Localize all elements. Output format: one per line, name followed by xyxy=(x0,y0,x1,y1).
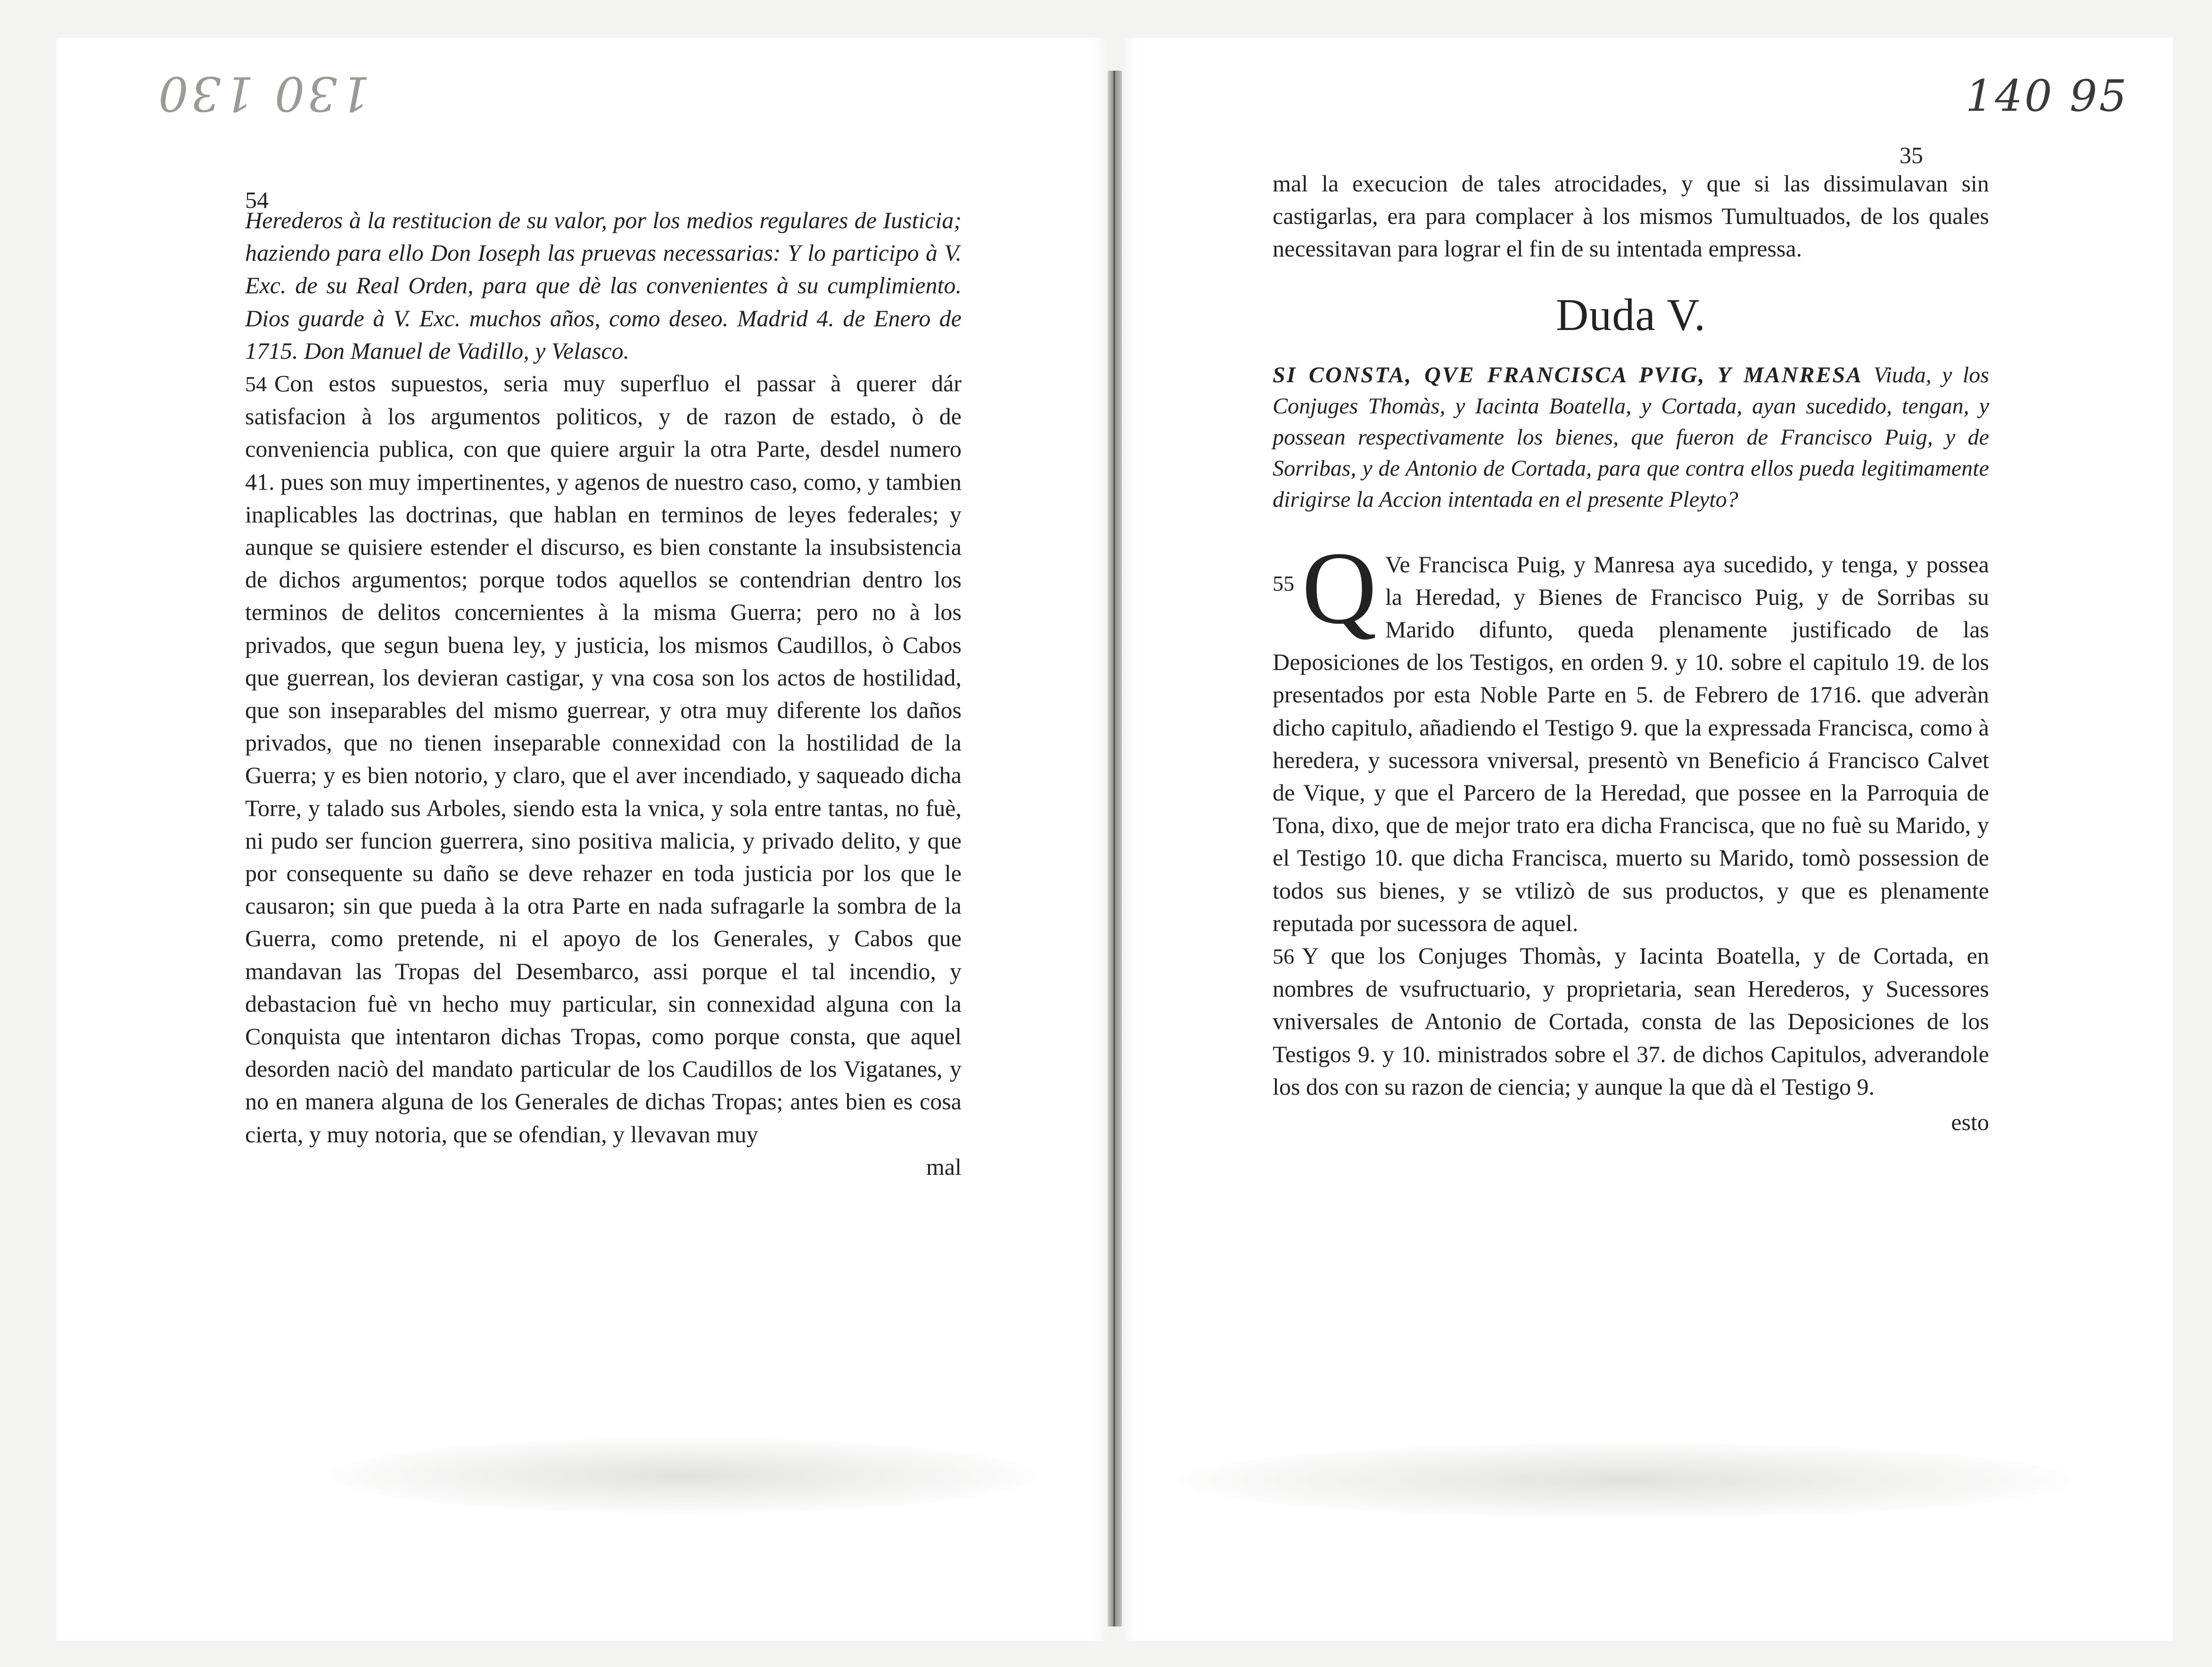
paragraph-55 xyxy=(1273,530,1989,940)
handwritten-folio-left: 130 130 xyxy=(156,66,370,121)
left-text-column xyxy=(245,186,962,1183)
section-heading: Duda V. xyxy=(1555,289,1706,340)
question-rest: Viuda, y los Conjuges Thomàs, y Iacinta Boatella, y Cortada, ayan sucedido, tengan, y possean respectivamente los bienes, que fueron de Francisco Puig, y de Sorribas, y de Antonio de Cortada, para que contra ellos pueda legitimamente dirigirse la Accion intentada en el presente Pleyto? xyxy=(1273,362,1990,512)
paragraph-56-text: Y que los Conjuges Thomàs, y Iacinta Boatella, y de Cortada, en nombres de vsufructuario, y proprietaria, sean Herederos, y Sucessores vniversales de Antonio de Cortada, consta de las Deposiciones de los Testigos 9. y 10. ministrados sobre el 37. de dichos Capitulos, adverandole los dos con su razon de ciencia; y aunque la que dà el Testigo 9. xyxy=(1273,942,1989,1100)
question-caps: SI CONSTA, QVE FRANCISCA PVIG, Y MANRESA xyxy=(1273,362,1863,388)
drop-cap-letter: Q xyxy=(1302,530,1377,645)
page-stain-left xyxy=(330,1438,1037,1513)
paragraph-55-text: Ve Francisca Puig, y Manresa aya sucedido, y tenga, y possea la Heredad, y Bienes de Francisco Puig, y de Sorribas su Marido difunto, queda plenamente justificado de las Deposiciones de los Testigos, en orden 9. y 10. sobre el capitulo 19. de los presentados por esta Noble Parte en 5. de Febrero de 1716. que adveràn dicho capitulo, añadiendo el Testigo 9. que la expressada Francisca, como à heredera, y sucessora vniversal, presentò vn Beneficio á Francisco Calvet de Vique, y que el Parcero de la Heredad, que possee en la Parroquia de Tona, dixo, que de mejor trato era dicha Francisca, que no fuè su Marido, y el Testigo 10. que dicha Francisca, muerto su Marido, tomò possession de todos sus bienes, y se vtilizò de sus productos, y que es plenamente reputada por sucessora de aquel. xyxy=(1273,551,1989,936)
paragraph-54 xyxy=(245,367,962,1151)
page-number-left: 54 xyxy=(245,187,269,213)
continued-text: mal la execucion de tales atrocidades, y que si las dissimulavan sin castigarlas, era para complacer à los mismos Tumultuados, de los quales necessitavan para lograr el fin de su intentada empressa. xyxy=(1273,170,1989,262)
page-number-right: 35 xyxy=(1900,142,1923,168)
catchword-left: mal xyxy=(926,1153,962,1180)
royal-letter-text: Herederos à la restitucion de su valor, por los medios regulares de Iusticia; haziendo para ello Don Ioseph las pruevas necessarias: Y lo participo à V. Exc. de su Real Orden, para que dè las convenientes à su cumplimiento. Dios guarde à V. Exc. muchos años, como deseo. Madrid 4. de Enero de 1715. Don Manuel de Vadillo, y Velasco. xyxy=(245,207,962,364)
page-stain-right xyxy=(1178,1443,2074,1518)
gutter-fold-line xyxy=(1113,71,1115,1626)
question-text xyxy=(1273,360,1989,515)
paragraph-number-55: 55 xyxy=(1273,571,1294,595)
handwritten-folio-right: 140 95 xyxy=(1965,71,2129,121)
paragraph-56 xyxy=(1273,940,1989,1103)
catchword-right: esto xyxy=(1951,1109,1989,1136)
right-text-column xyxy=(1273,167,1989,1139)
paragraph-54-text: Con estos supuestos, seria muy superfluo el passar à querer dár satisfacion à los argumentos politicos, y de razon de estado, ò de conveniencia publica, con que quiere arguir la otra Parte, desdel numero 41. pues son muy impertinentes, y agenos de nuestro caso, como, y tambien inaplicables las doctrinas, que hablan en terminos de leyes federales; y aunque se quisiere estender el discurso, es bien constante la insubsistencia de dichos argumentos; porque todos aquellos se contendrian dentro los terminos de delitos concernientes à la misma Guerra; pero no à los privados, que segun buena ley, y justicia, los mismos Caudillos, ò Cabos que guerrean, los devieran castigar, y vna cosa son los actos de hostilidad, que son inseparables del mismo guerrear, y otra muy diferente los daños privados, que no tienen inseparable connexidad con la hostilidad de la Guerra; y es bien notorio, y claro, que el aver incendiado, y saqueado dicha Torre, y talado sus Arboles, siendo esta la vnica, y sola entre tantas, no fuè, ni pudo ser funcion guerrera, sino positiva malicia, y privado delito, y que por consequente su daño se deve rehazer en toda justicia por los que le causaron; sin que pueda à la otra Parte en nada sufragarle la sombra de la Guerra, como pretende, ni el apoyo de los Generales, y Cabos que mandavan las Tropas del Desembarco, assi porque el tal incendio, y debastacion fuè vn hecho muy particular, sin connexidad alguna con la Conquista que intentaron dichas Tropas, como porque consta, que aquel desorden naciò del mandato particular de los Caudillos de los Vigatanes, y no en manera alguna de los Generales de dichas Tropas; antes bien es cosa cierta, y muy notoria, que se ofendian, y llevavan muy xyxy=(245,370,962,1147)
paragraph-number-56: 56 xyxy=(1273,944,1294,969)
paragraph-number-54: 54 xyxy=(245,372,267,396)
